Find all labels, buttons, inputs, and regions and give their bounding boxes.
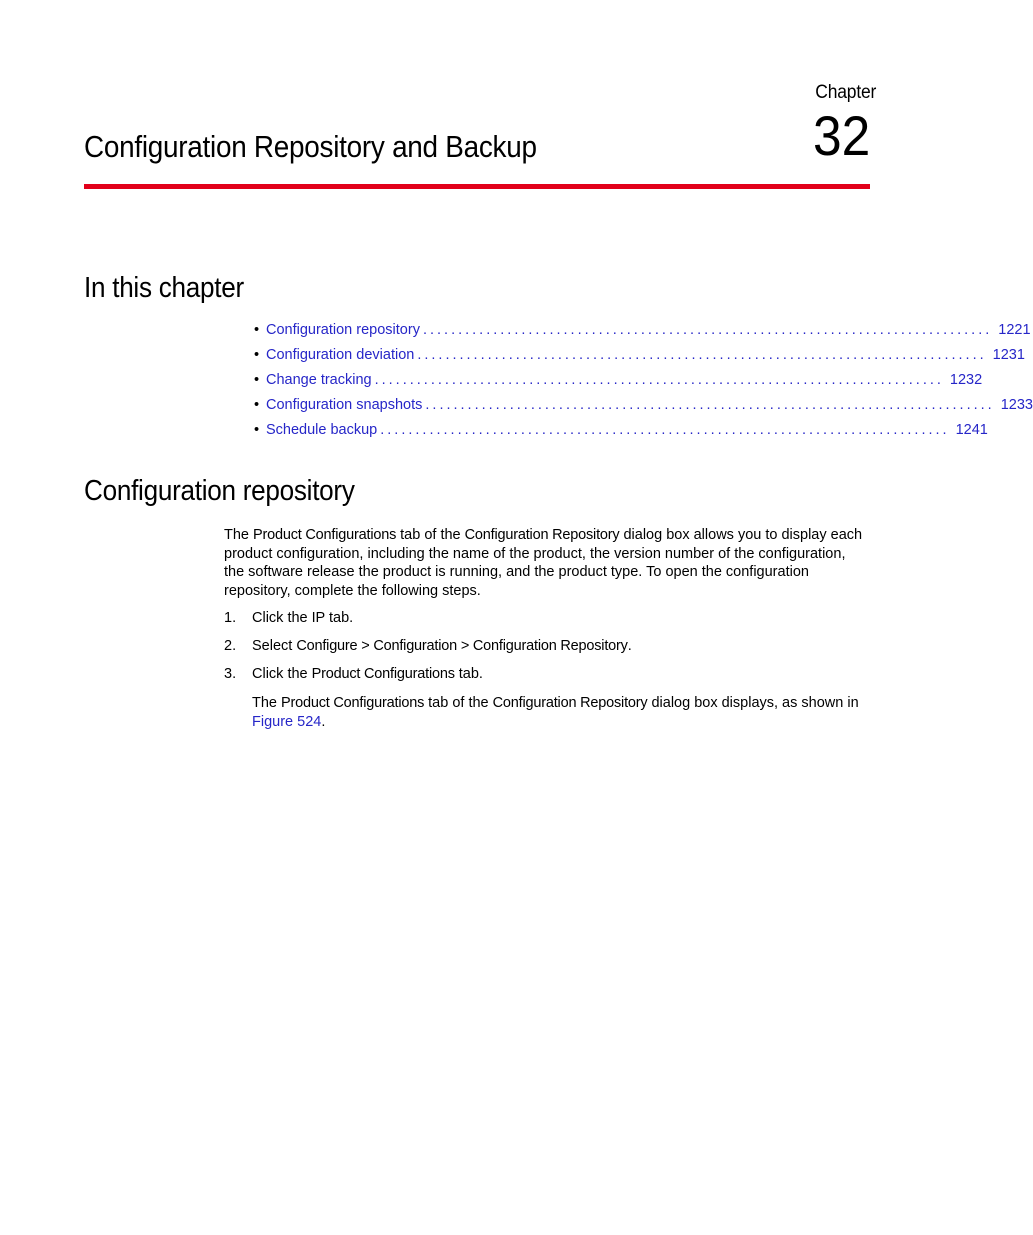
- toc-entry-link[interactable]: Configuration repository: [266, 322, 420, 338]
- chapter-title: Configuration Repository and Backup: [84, 129, 537, 164]
- step-number: 3.: [224, 666, 237, 682]
- step-number: 1.: [224, 610, 237, 626]
- step-text: Click the IP tab.: [252, 610, 354, 626]
- intro-text: tab of the: [396, 527, 465, 543]
- toc-item[interactable]: [254, 322, 1031, 347]
- step-item: [224, 666, 864, 694]
- toc-page-link[interactable]: 1221: [998, 322, 1031, 338]
- step-number: 2.: [224, 638, 237, 654]
- procedure-steps: [224, 610, 864, 694]
- toc-entry-link[interactable]: Configuration deviation: [266, 347, 415, 363]
- ui-term: Product Configurations: [311, 666, 455, 682]
- ui-term: Product Configurations: [281, 695, 425, 711]
- result-text: .: [321, 713, 326, 730]
- figure-524-link[interactable]: Figure 524: [252, 713, 322, 730]
- toc-dot-leader: .................................................................................: [425, 397, 995, 413]
- chapter-title-rule: [84, 184, 870, 189]
- step-result-paragraph: [252, 694, 864, 731]
- ui-term: Product Configurations: [253, 527, 397, 543]
- toc-item[interactable]: [254, 347, 1025, 372]
- result-text: dialog box displays, as shown in: [647, 695, 859, 711]
- toc-entry-link[interactable]: Change tracking: [266, 372, 372, 388]
- toc-item[interactable]: [254, 372, 983, 397]
- intro-paragraph: [224, 526, 864, 601]
- toc-page-link[interactable]: 1231: [992, 347, 1025, 363]
- intro-text: dialog box allows you to display each product configuration, including the name of the product, the version number of the configuration, the software release the product is running, and the product type. To open the configuration repository, complete the following steps.: [224, 527, 863, 600]
- configuration-repository-heading: Configuration repository: [84, 475, 355, 507]
- in-this-chapter-heading: In this chapter: [84, 272, 244, 304]
- chapter-label: Chapter: [815, 82, 876, 103]
- toc-entry-link[interactable]: Schedule backup: [266, 422, 378, 438]
- bullet-icon: •: [254, 422, 260, 438]
- chapter-toc: [254, 322, 1033, 447]
- bullet-icon: •: [254, 347, 260, 363]
- bullet-icon: •: [254, 397, 260, 413]
- step-item: [224, 638, 864, 666]
- intro-text: The: [224, 527, 254, 543]
- ui-term: Configure > Configuration > Configuration Repository: [296, 638, 628, 654]
- ui-term: Configuration Repository: [492, 695, 648, 711]
- toc-item[interactable]: [254, 397, 1033, 422]
- toc-entry-link[interactable]: Configuration snapshots: [266, 397, 423, 413]
- toc-dot-leader: .................................................................................: [417, 347, 987, 363]
- result-text: tab of the: [424, 695, 493, 711]
- toc-dot-leader: .................................................................................: [422, 322, 993, 338]
- bullet-icon: •: [254, 322, 260, 338]
- step-text: Click the Product Configurations tab.: [252, 666, 483, 682]
- toc-page-link[interactable]: 1232: [949, 372, 983, 388]
- toc-page-link[interactable]: 1233: [1000, 397, 1033, 413]
- ui-term: IP: [311, 610, 325, 626]
- ui-term: Configuration Repository: [464, 527, 620, 543]
- chapter-number: 32: [812, 104, 870, 167]
- toc-dot-leader: .................................................................................: [374, 372, 944, 388]
- bullet-icon: •: [254, 372, 260, 388]
- toc-page-link[interactable]: 1241: [955, 422, 988, 438]
- toc-dot-leader: .................................................................................: [380, 422, 950, 438]
- step-item: [224, 610, 864, 638]
- result-text: The: [252, 695, 282, 711]
- toc-item[interactable]: [254, 422, 988, 447]
- step-text: Select Configure > Configuration > Configuration Repository.: [252, 638, 632, 654]
